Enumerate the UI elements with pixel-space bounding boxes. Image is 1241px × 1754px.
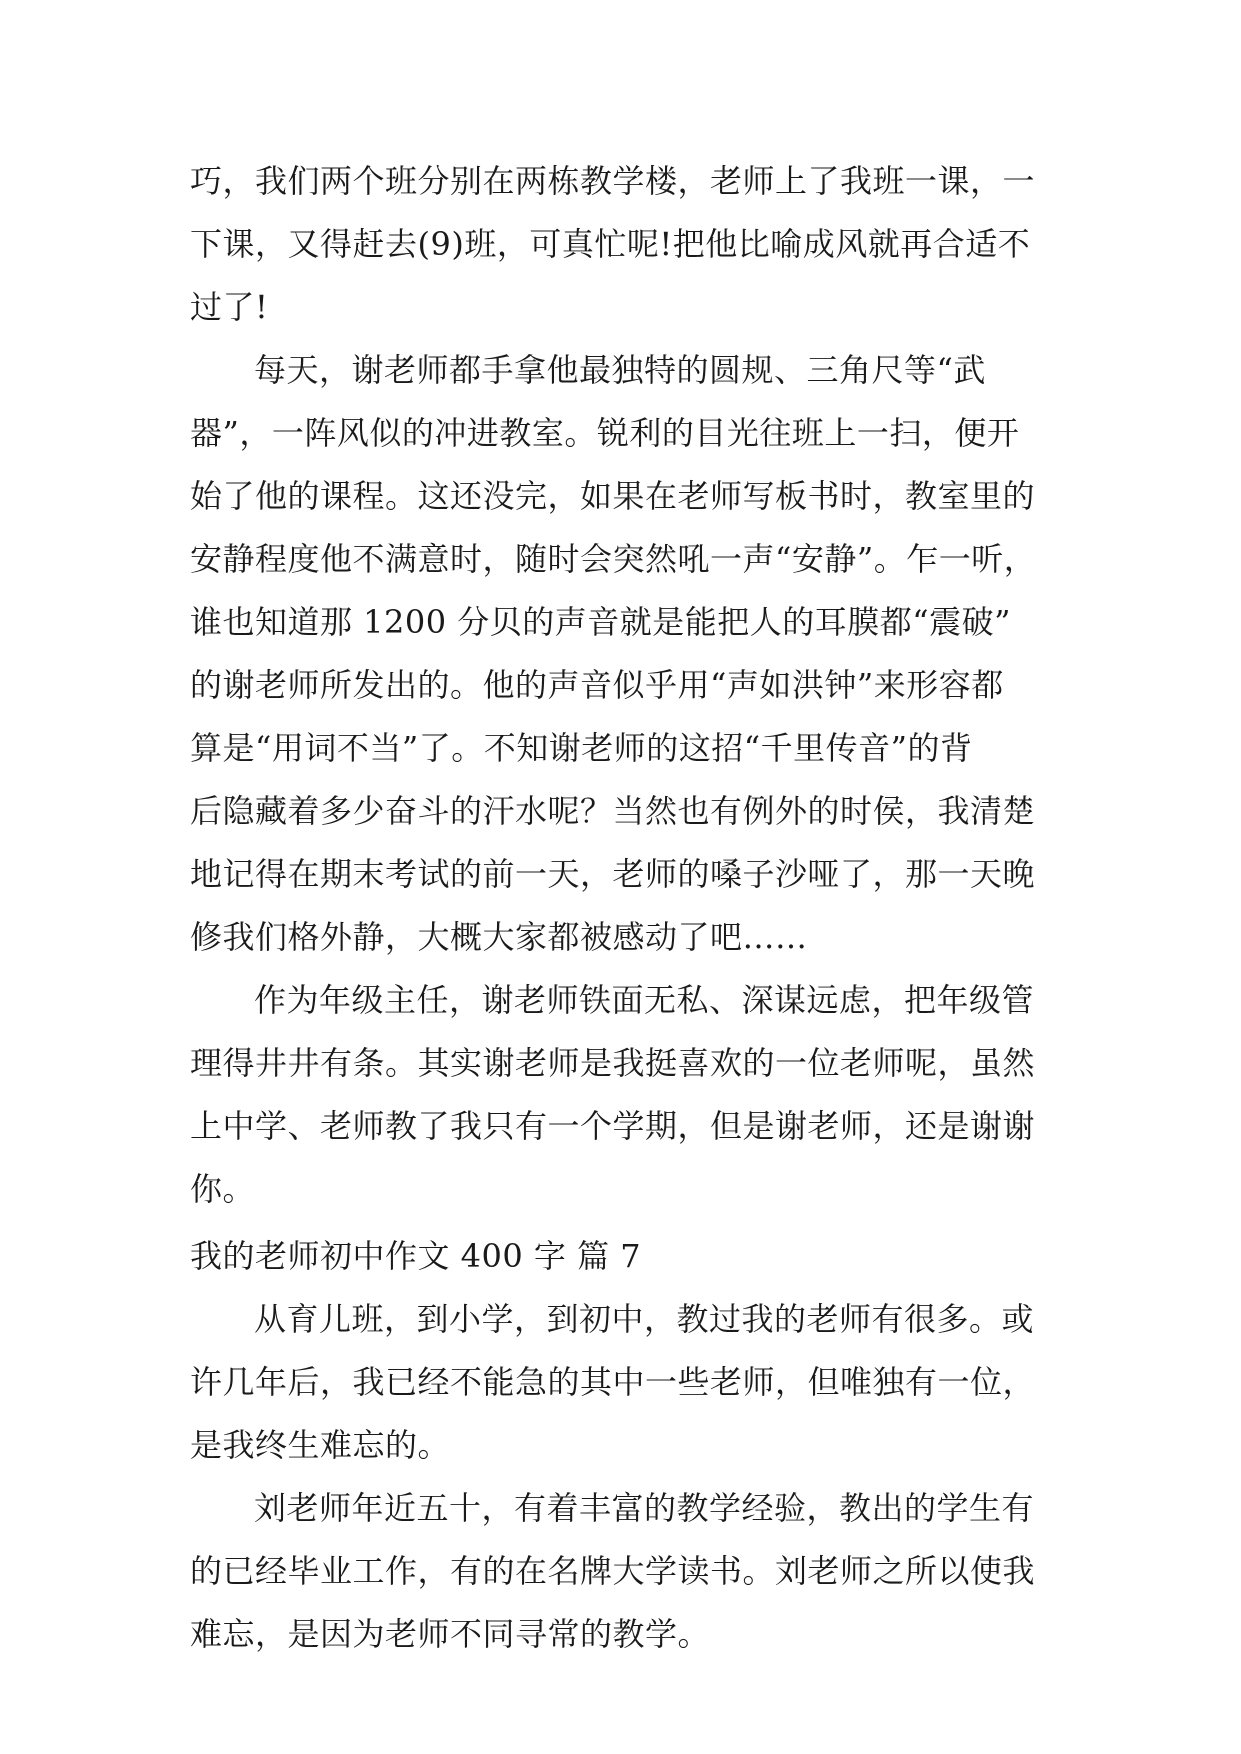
paragraph xyxy=(190,1477,1050,1666)
paragraph xyxy=(190,1288,1050,1477)
text-line: 你。 xyxy=(190,1170,256,1208)
text-line: 的已经毕业工作，有的在名牌大学读书。刘老师之所以使我 xyxy=(190,1552,1036,1590)
text-line: 是我终生难忘的。 xyxy=(190,1426,451,1464)
text-line: 谁也知道那 1200 分贝的声音就是能把人的耳膜都“震破” xyxy=(190,603,1012,641)
text-line: 后隐藏着多少奋斗的汗水呢？当然也有例外的时侯，我清楚 xyxy=(190,792,1036,830)
text-line: 作为年级主任，谢老师铁面无私、深谋远虑，把年级管 xyxy=(254,981,1035,1019)
text-line: 地记得在期末考试的前一天，老师的嗓子沙哑了，那一天晚 xyxy=(190,855,1036,893)
text-line: 始了他的课程。这还没完，如果在老师写板书时，教室里的 xyxy=(190,477,1036,515)
text-line: 下课，又得赶去(9)班，可真忙呢!把他比喻成风就再合适不 xyxy=(190,225,1031,263)
text-line: 上中学、老师教了我只有一个学期，但是谢老师，还是谢谢 xyxy=(190,1107,1036,1145)
paragraph xyxy=(190,969,1050,1221)
text-line: 安静程度他不满意时，随时会突然吼一声“安静”。乍一听， xyxy=(190,540,1037,578)
text-line: 巧，我们两个班分别在两栋教学楼，老师上了我班一课，一 xyxy=(190,162,1036,200)
text-line: 刘老师年近五十，有着丰富的教学经验，教出的学生有 xyxy=(254,1489,1035,1527)
document-page xyxy=(190,150,1050,1666)
text-line: 难忘，是因为老师不同寻常的教学。 xyxy=(190,1615,711,1653)
paragraph xyxy=(190,339,1050,969)
paragraph xyxy=(190,150,1050,339)
text-line: 许几年后，我已经不能急的其中一些老师，但唯独有一位， xyxy=(190,1363,1036,1401)
text-line: 算是“用词不当”了。不知谢老师的这招“千里传音”的背 xyxy=(190,729,973,767)
section-heading: 我的老师初中作文 400 字 篇 7 xyxy=(190,1237,642,1275)
text-line: 过了! xyxy=(190,288,269,326)
text-line: 每天，谢老师都手拿他最独特的圆规、三角尺等“武 xyxy=(254,351,986,389)
text-line: 理得井井有条。其实谢老师是我挺喜欢的一位老师呢，虽然 xyxy=(190,1044,1036,1082)
text-line: 的谢老师所发出的。他的声音似乎用“声如洪钟”来形容都 xyxy=(190,666,1004,704)
text-line: 从育儿班，到小学，到初中，教过我的老师有很多。或 xyxy=(254,1300,1035,1338)
text-line: 器”，一阵风似的冲进教室。锐利的目光往班上一扫，便开 xyxy=(190,414,1020,452)
text-line: 修我们格外静，大概大家都被感动了吧…… xyxy=(190,918,808,956)
